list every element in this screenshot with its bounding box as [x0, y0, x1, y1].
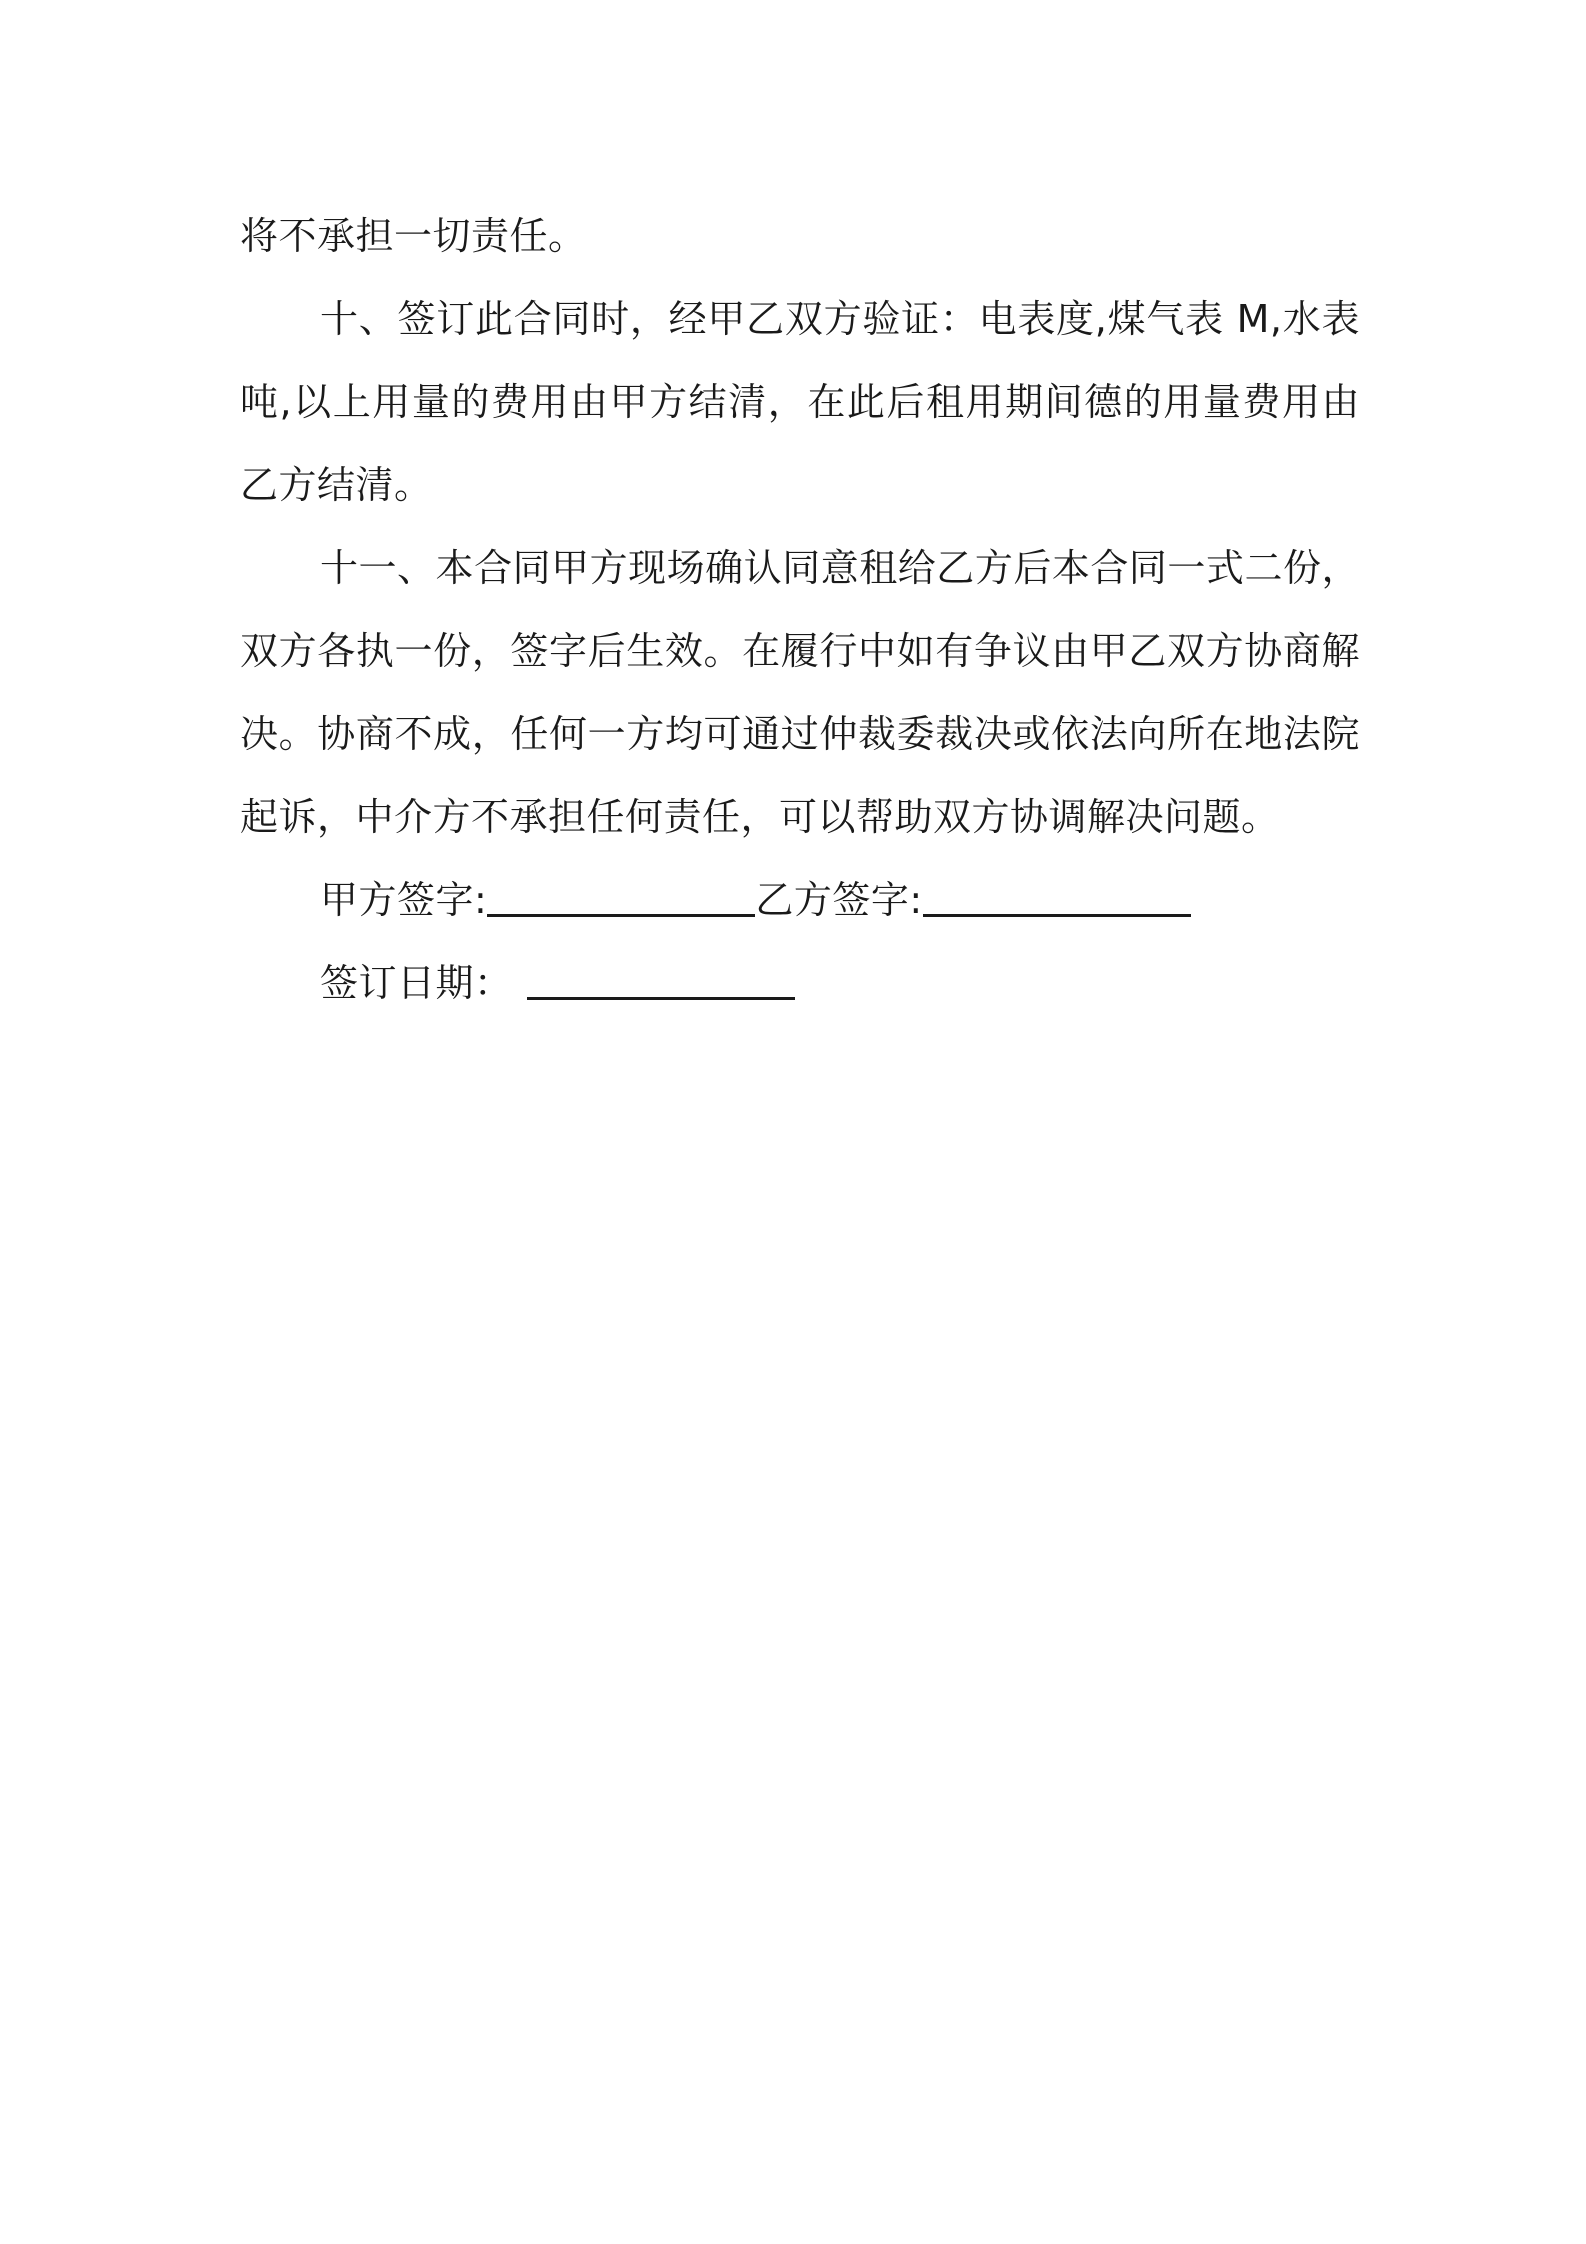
signature-line — [240, 859, 1360, 942]
signing-date-label: 签订日期： — [320, 961, 513, 1005]
clause-11: 十一、本合同甲方现场确认同意租给乙方后本合同一式二份，双方各执一份，签字后生效。在履行中如有争议由甲乙双方协商解决。协商不成，任何一方均可通过仲裁委裁决或依法向所在地法院起诉，中介方不承担任何责任，可以帮助双方协调解决问题。 — [240, 546, 1360, 839]
document-body — [240, 195, 1360, 1025]
date-line — [240, 942, 1360, 1025]
clause-10: 十、签订此合同时，经甲乙双方验证：电表度,煤气表 M,水表吨,以上用量的费用由甲方结清，在此后租用期间德的用量费用由乙方结清。 — [240, 297, 1360, 507]
party-a-signature-label: 甲方签字: — [320, 878, 488, 922]
paragraph-continuation: 将不承担一切责任。 — [240, 214, 587, 258]
signing-date-blank[interactable] — [527, 967, 795, 1000]
party-b-signature-blank[interactable] — [923, 884, 1191, 917]
party-b-signature-label: 乙方签字: — [755, 878, 923, 922]
party-a-signature-blank[interactable] — [487, 884, 755, 917]
